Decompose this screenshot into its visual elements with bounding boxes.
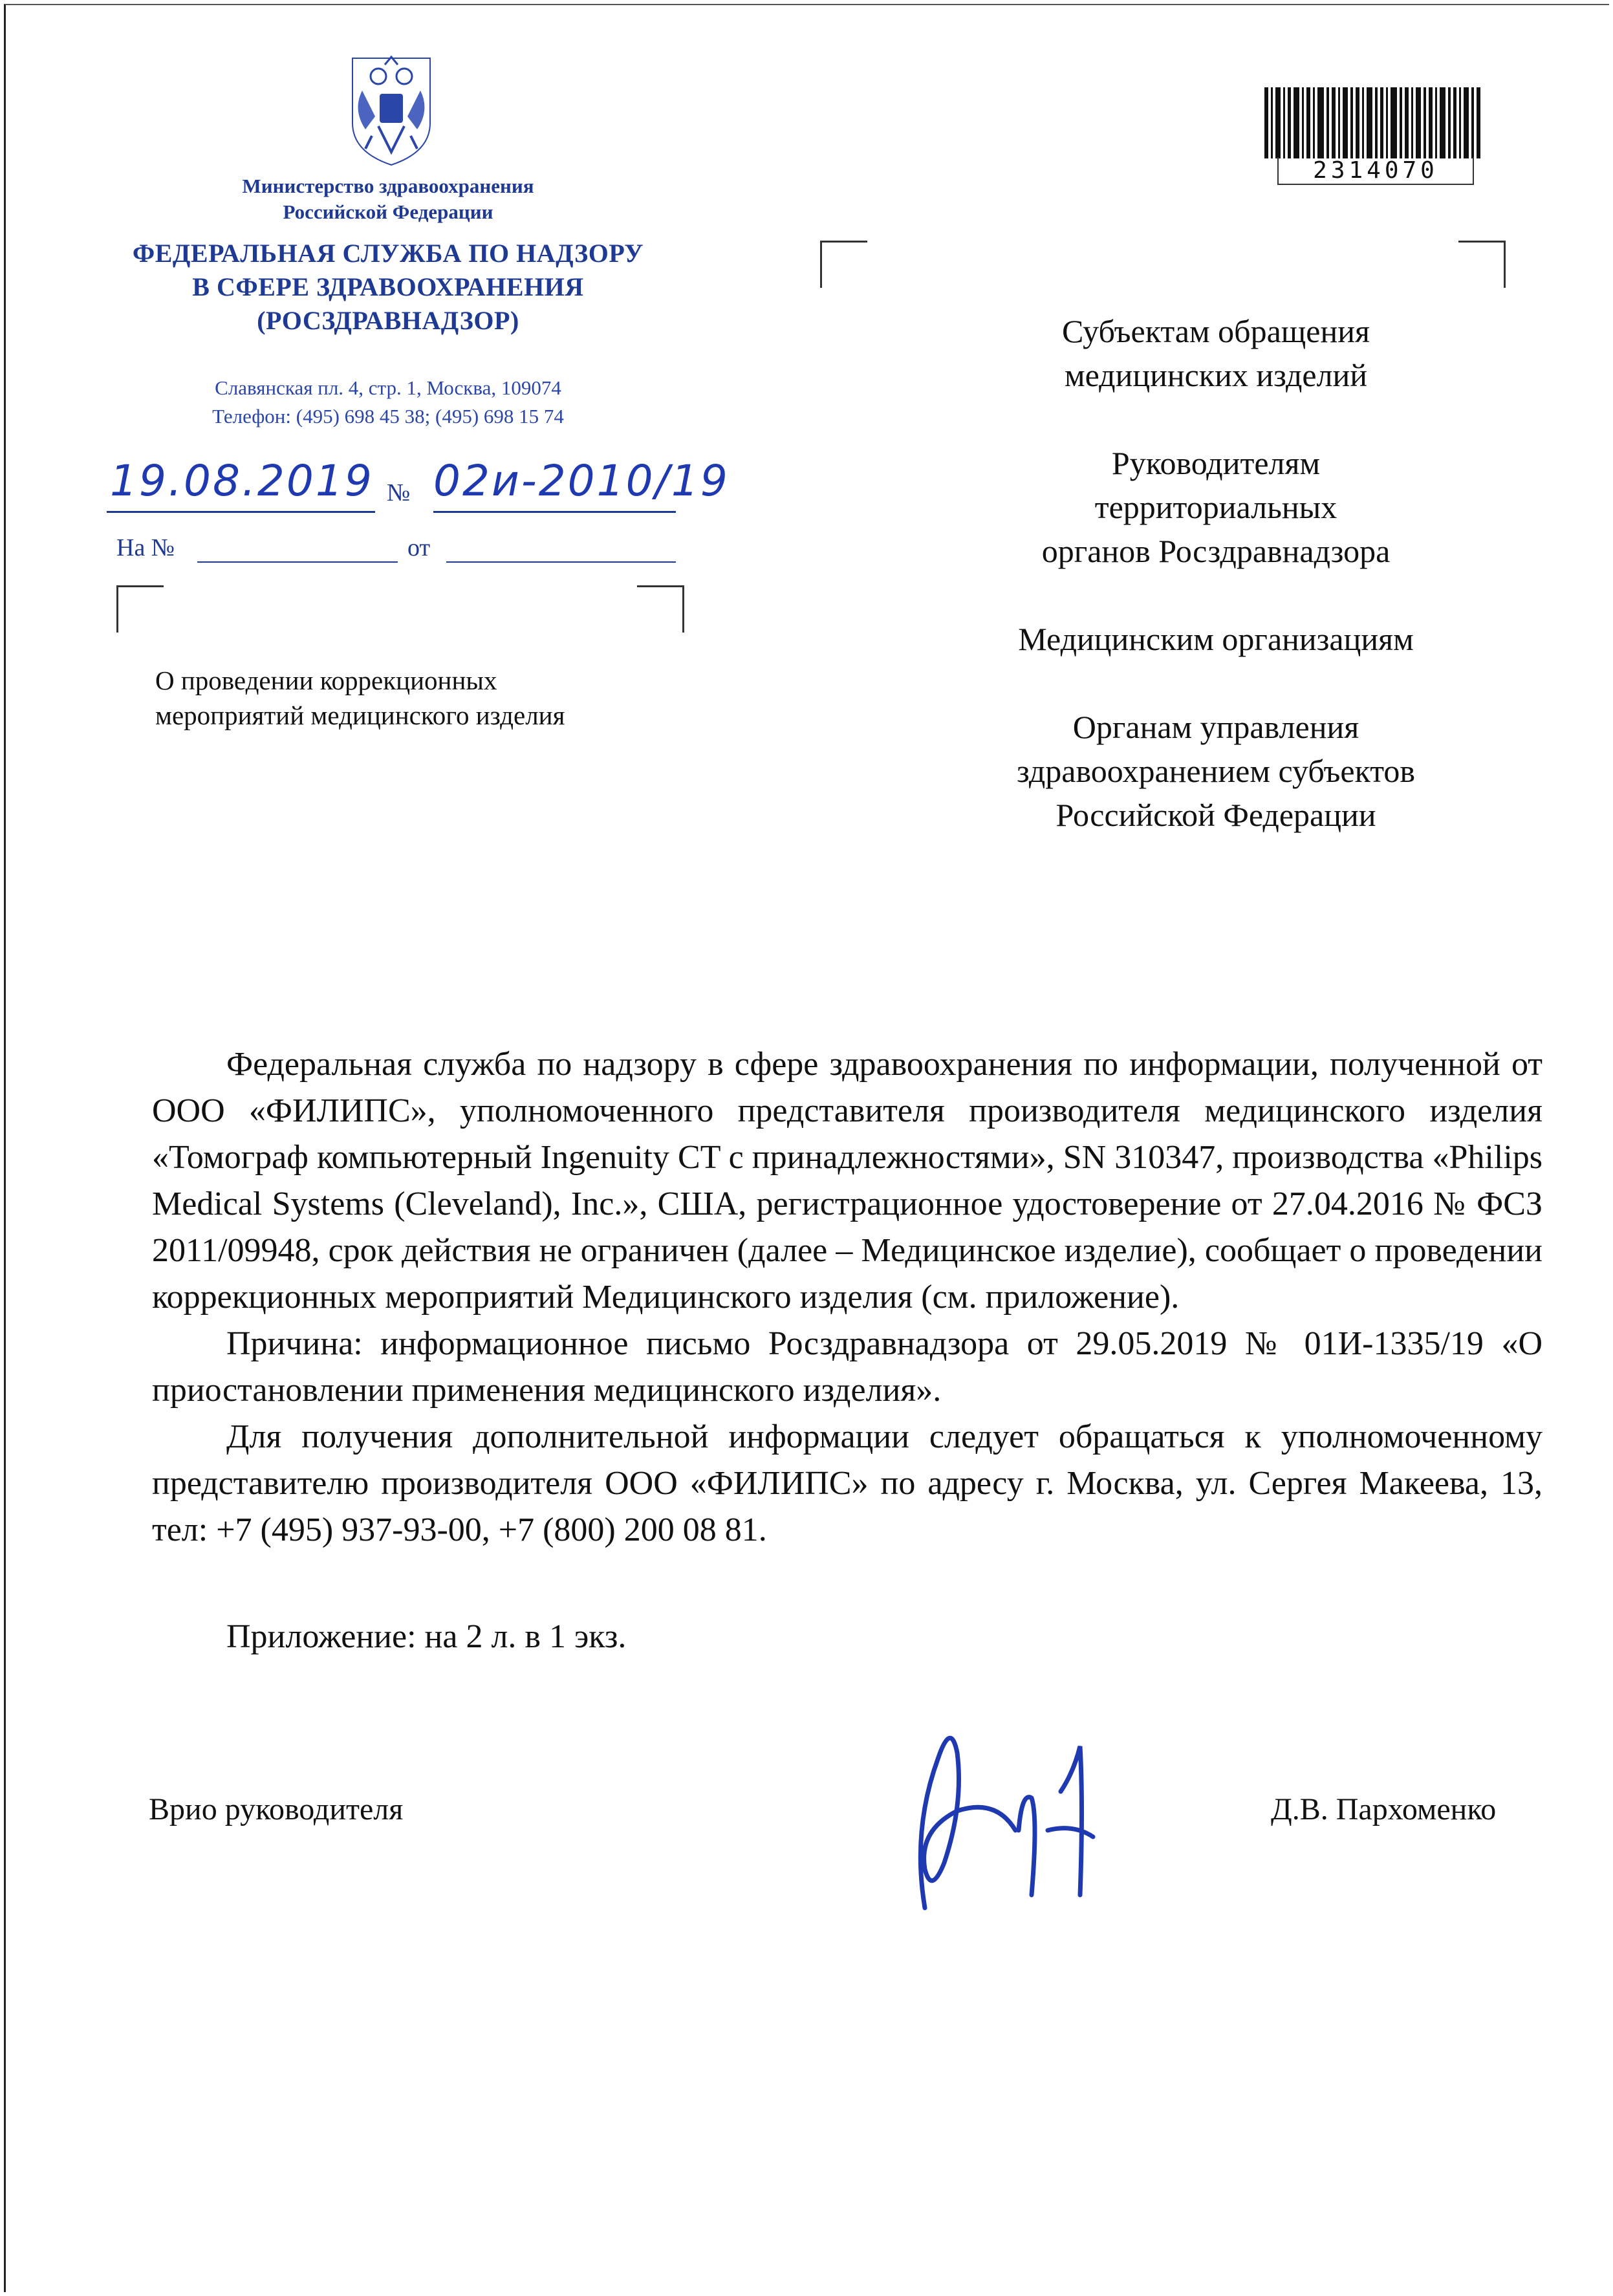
from-label: от xyxy=(407,534,431,561)
number-underline xyxy=(433,511,676,513)
barcode-number: 2314070 xyxy=(1277,157,1474,185)
addressee-4: Органам управления здравоохранением субъектов Российской Федерации xyxy=(1016,709,1416,833)
body-paragraph-2: Причина: информационное письмо Росздравнадзора от 29.05.2019 № 01И-1335/19 «О приостановлении применения медицинского изделия». xyxy=(152,1325,1543,1409)
letter-body xyxy=(152,1041,1543,1554)
outgoing-number: 02и-2010/19 xyxy=(433,456,730,506)
subject-corner-right xyxy=(637,585,684,633)
ministry-name xyxy=(142,173,634,225)
addressee-3: Медицинским организациям xyxy=(1018,621,1414,657)
addressee-block xyxy=(886,309,1546,881)
service-line-2: В СФЕРЕ ЗДРАВООХРАНЕНИЯ xyxy=(192,272,584,301)
addressee-corner-left xyxy=(820,241,867,288)
addressee-2: Руководителям территориальных органов Росздравнадзора xyxy=(1041,445,1391,569)
subject-line-2: мероприятий медицинского изделия xyxy=(155,700,565,730)
signatory-name: Д.В. Пархоменко xyxy=(1271,1792,1497,1826)
reply-label: На № xyxy=(116,534,175,561)
subject-corner-left xyxy=(116,585,164,633)
number-label: № xyxy=(387,479,411,506)
service-line-1: ФЕДЕРАЛЬНАЯ СЛУЖБА ПО НАДЗОРУ xyxy=(132,239,644,268)
address-line-2: Телефон: (495) 698 45 38; (495) 698 15 74 xyxy=(212,405,564,428)
service-line-3: (РОСЗДРАВНАДЗОР) xyxy=(257,306,519,335)
subject-line-1: О проведении коррекционных xyxy=(155,666,497,695)
address-line-1: Славянская пл. 4, стр. 1, Москва, 109074 xyxy=(215,376,561,399)
reply-number-line xyxy=(197,561,398,563)
handwritten-signature xyxy=(886,1701,1119,1921)
service-name xyxy=(91,237,686,338)
ministry-line-2: Российской Федерации xyxy=(283,200,493,223)
addressee-corner-right xyxy=(1458,241,1506,288)
body-paragraph-3: Для получения дополнительной информации следует обращаться к уполномоченному представителю производителя ООО «ФИЛИПС» по адресу г. Москва, ул. Сергея Макеева, 13, тел: +7 (495) 937-93-00, +7 (800) 200 08 81. xyxy=(152,1418,1543,1548)
signatory-position: Врио руководителя xyxy=(149,1792,404,1826)
addressee-1: Субъектам обращения медицинских изделий xyxy=(1062,313,1370,393)
reply-date-line xyxy=(446,561,676,563)
body-paragraph-1: Федеральная служба по надзору в сфере здравоохранения по информации, полученной от ООО «ФИЛИПС», уполномоченного представителя производителя медицинского изделия «Томограф компьютерный Ingenuity CT с принадлежностями», SN 310347, производства «Philips Medical Systems (Cleveland), Inc.», США, регистрационное удостоверение от 27.04.2016 № ФСЗ 2011/09948, срок действия не ограничен (далее – Медицинское изделие), сообщает о проведении коррекционных мероприятий Медицинского изделия (см. приложение). xyxy=(152,1046,1543,1316)
organization-address xyxy=(129,374,647,431)
date-underline xyxy=(107,511,375,513)
attachment-note: Приложение: на 2 л. в 1 экз. xyxy=(226,1618,627,1655)
coat-of-arms-icon xyxy=(340,45,443,168)
outgoing-date: 19.08.2019 xyxy=(110,456,374,506)
barcode-image xyxy=(1264,87,1481,158)
letter-subject xyxy=(155,663,686,733)
ministry-line-1: Министерство здравоохранения xyxy=(242,175,534,197)
